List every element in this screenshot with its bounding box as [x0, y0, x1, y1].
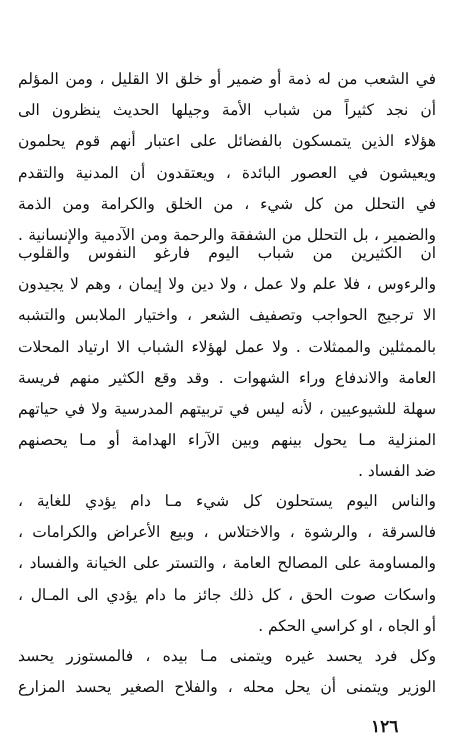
page-number: ١٢٦: [371, 717, 399, 737]
text-line: والضمير ، بل التحلل من الشفقة والرحمة ومن الآدمية والإنسانية .: [18, 225, 436, 244]
text-line: ان الكثيرين من شباب اليوم فارغو النفوس والقلوب: [18, 244, 436, 262]
text-line: أن نجد كثيراً من شباب الأمة وجيلها الحديث ينظرون الى: [18, 101, 436, 120]
text-line: في الشعب من له ذمة أو ضمير أو خلق الا القليل ، ومن المؤلم: [18, 70, 436, 88]
text-line: بالممثلين والممثلات . ولا عمل لهؤلاء الشباب الا ارتياد المحلات: [18, 337, 436, 356]
text-line: في التحلل من كل شيء ، من الخلق والكرامة ومن الذمة: [18, 194, 436, 213]
text-line: والمساومة على المصالح العامة ، والتستر على الخيانة والفساد ،: [18, 554, 436, 573]
text-line: المنزلية مـا يحول بينهم وبين الآراء الهدامة أو مـا يحصنهم: [18, 431, 436, 450]
text-line: سهلة للشيوعيين ، لأنه ليس في تربيتهم المدرسية ولا في حياتهم: [18, 399, 436, 418]
text-line: ويعيشون في العصور البائدة ، ويعتقدون أن المدنية والتقدم: [18, 163, 436, 182]
text-line: واسكات صوت الحق ، كل ذلك جائز ما دام يؤدي الى المـال ،: [18, 585, 436, 604]
paragraph-1: [18, 64, 436, 251]
text-line: والرءوس ، فلا علم ولا عمل ، ولا دين ولا إيمان ، وهم لا يجيدون: [18, 275, 436, 294]
text-line: والناس اليوم يستحلون كل شيء مـا دام يؤدي للغاية ،: [18, 492, 436, 510]
paragraph-3: [18, 486, 436, 642]
text-line: الوزير ويتمنى أن يحل محله ، والفلاح الصغير يحسد المزارع: [18, 678, 436, 697]
paragraph-2: [18, 238, 436, 488]
paragraph-4: [18, 641, 436, 703]
text-line: هؤلاء الذين يتمسكون بالفضائل على اعتبار أنهم قوم يحلمون: [18, 132, 436, 151]
text-line: الا ترجيج الحواجب وتصفيف الشعر ، واختيار الملابس والتشبه: [18, 306, 436, 325]
text-line: العامة والاندفاع وراء الشهوات . وقد وقع الكثير منهم فريسة: [18, 368, 436, 387]
text-line: أو الجاه ، او كراسي الحكم .: [258, 616, 436, 635]
text-line: وكل فرد يحسد غيره ويتمنى مـا بيده ، فالمستوزر يحسد: [18, 647, 436, 665]
text-line: ضد الفساد .: [358, 462, 436, 481]
text-line: فالسرقة ، والرشوة ، والاختلاس ، وبيع الأعراض والكرامات ،: [18, 523, 436, 542]
